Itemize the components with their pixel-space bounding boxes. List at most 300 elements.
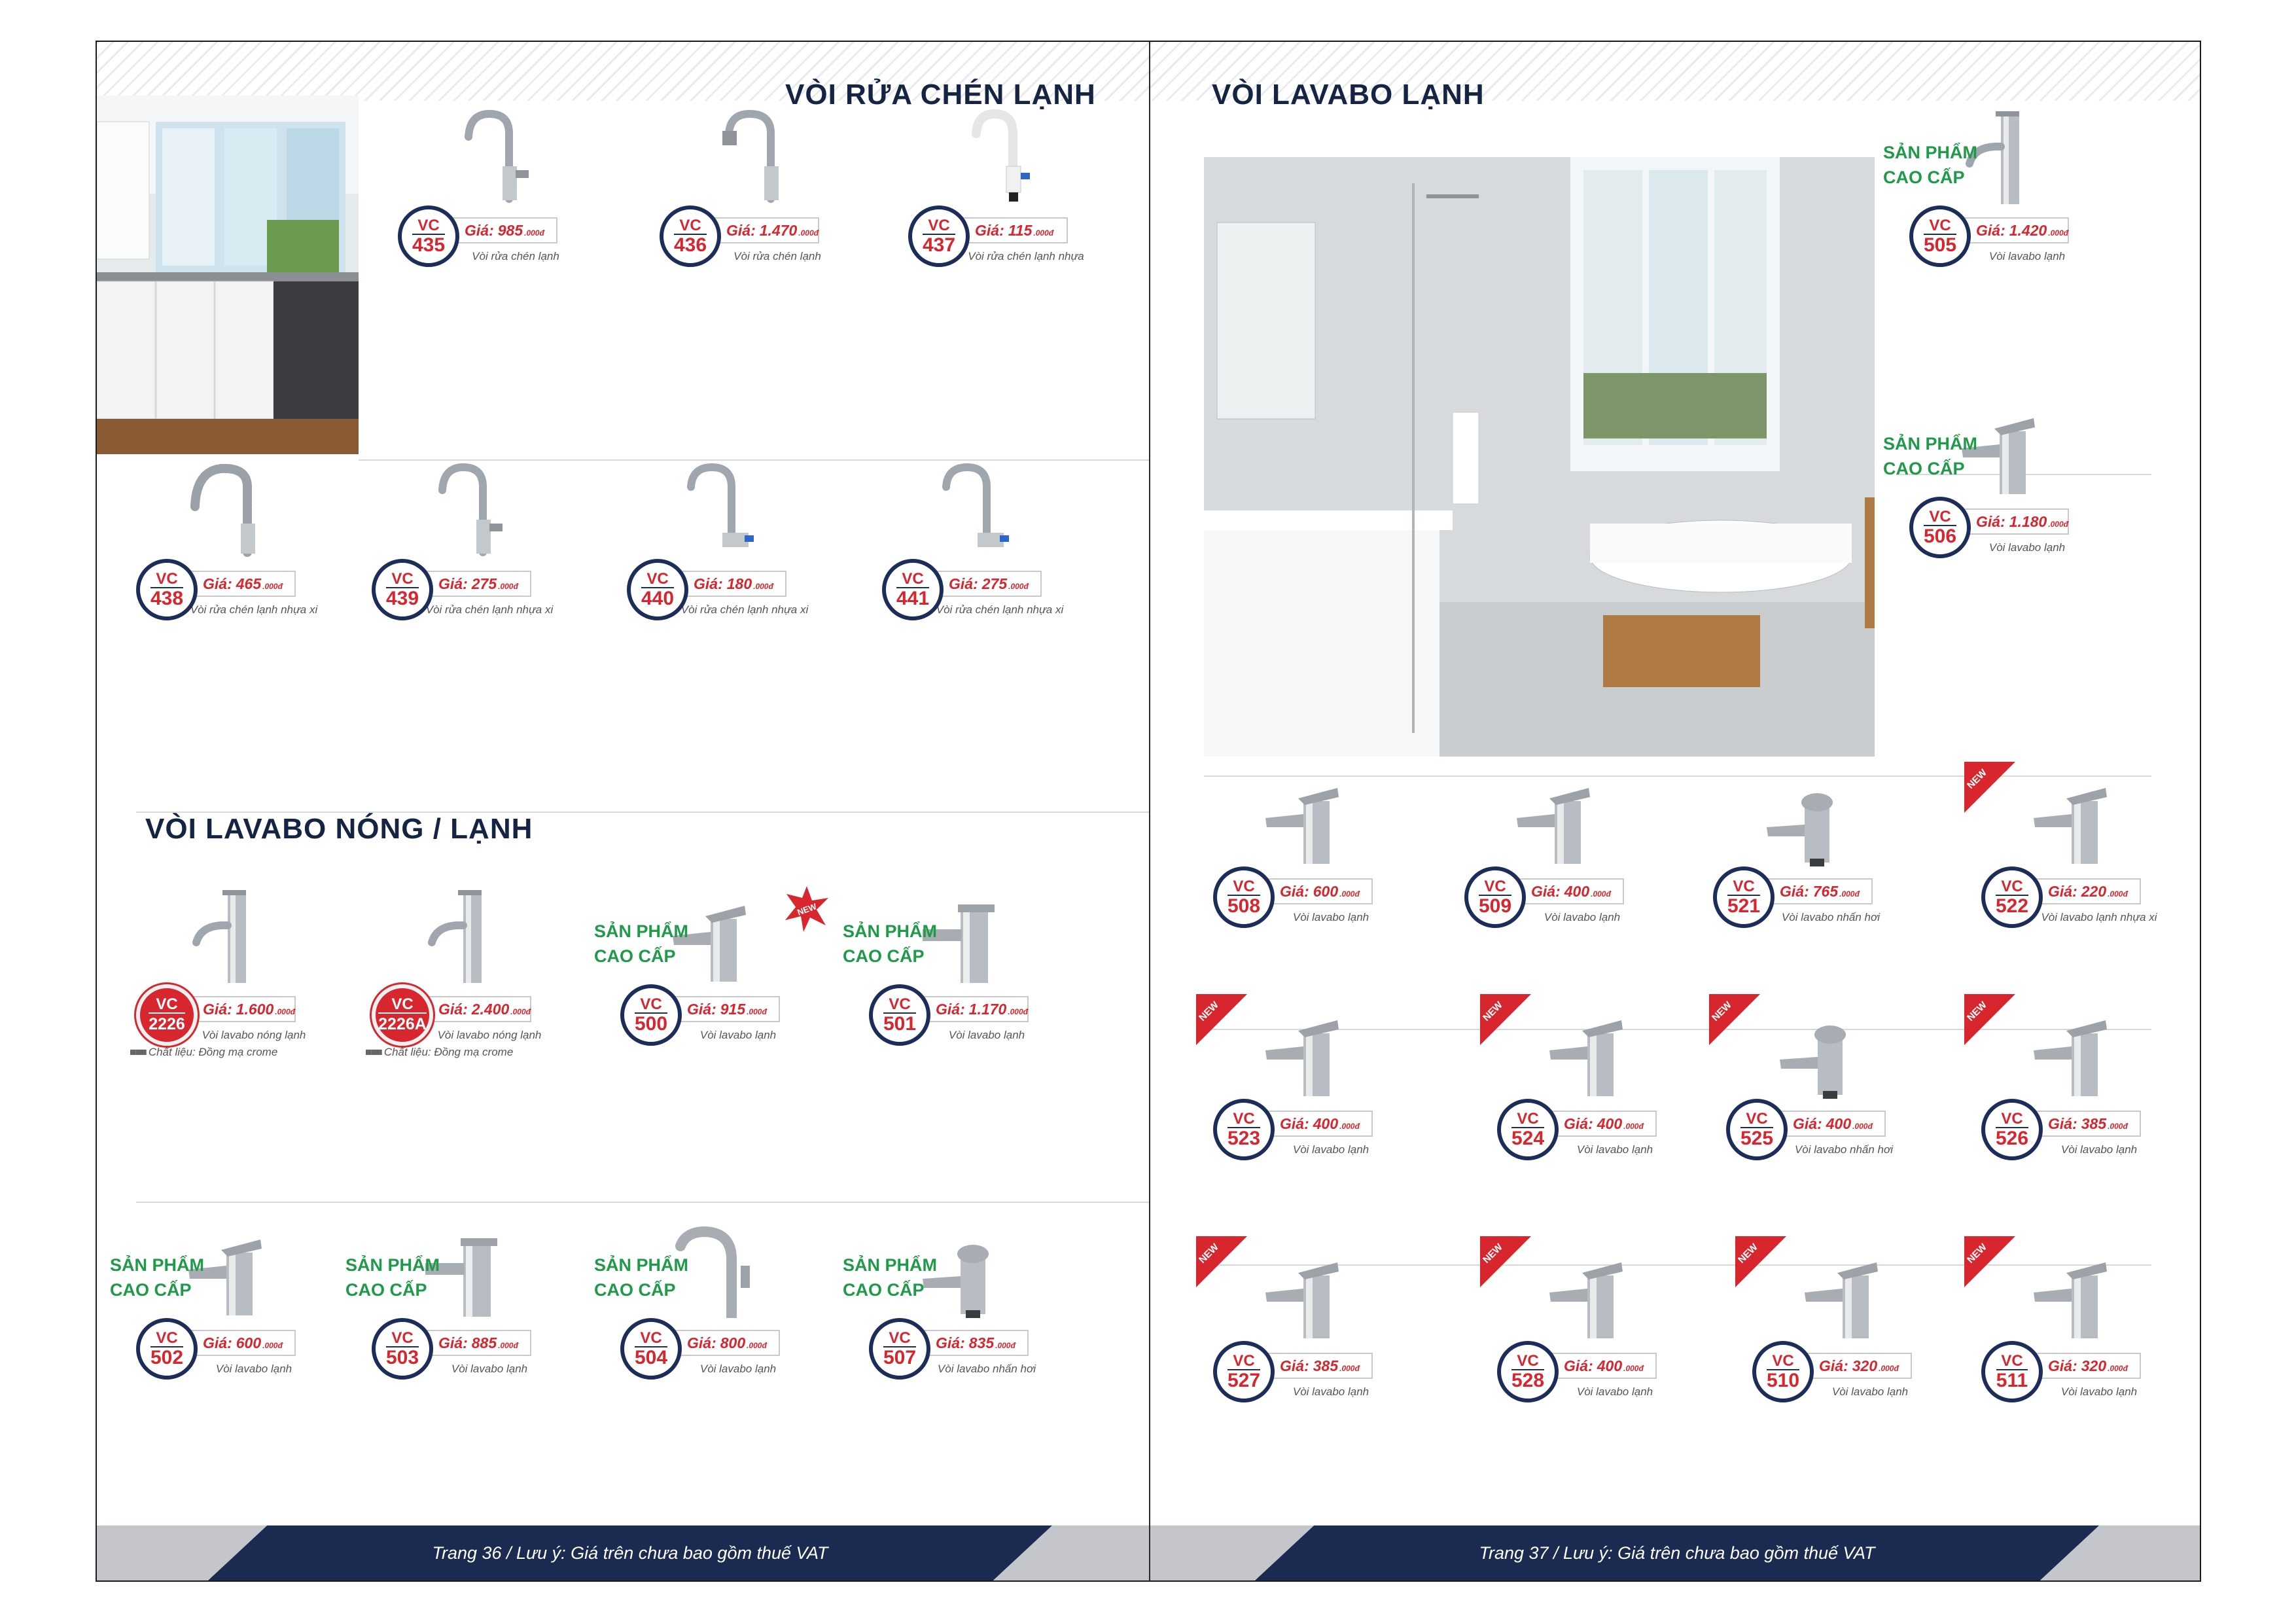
badge-vc: VC (1772, 1351, 1794, 1370)
price-label: Giá: (203, 575, 232, 592)
price-unit: .000đ (1008, 582, 1029, 591)
price-box (932, 571, 1042, 597)
new-corner-badge (1735, 1236, 1786, 1287)
badge-number: 522 (1995, 895, 2029, 917)
price-label: Giá: (936, 1000, 965, 1018)
badge-vc: VC (417, 216, 440, 234)
lever-basin-faucet-icon (1510, 1243, 1667, 1341)
price-label: Giá: (438, 1000, 468, 1018)
premium-line-1: SẢN PHẨM (843, 1255, 938, 1275)
badge-number: 436 (673, 234, 707, 256)
price-box (919, 996, 1029, 1022)
badge-vc: VC (156, 1329, 178, 1347)
product-card-vc522 (1965, 767, 2164, 932)
product-description: Vòi lavabo lạnh (699, 1363, 777, 1375)
price-label: Giá: (687, 1000, 716, 1018)
price-box (670, 996, 780, 1022)
badge-vc: VC (2001, 1351, 2023, 1370)
badge-number: 440 (641, 587, 675, 609)
badge-vc: VC (1517, 1109, 1539, 1128)
product-code-badge (869, 984, 930, 1046)
new-corner-badge (1480, 994, 1531, 1045)
product-code-badge (136, 1318, 198, 1380)
new-corner-badge (1964, 994, 2015, 1045)
price-unit: .000đ (753, 582, 773, 591)
product-code-badge (1981, 1099, 2043, 1160)
new-corner-badge (1964, 1236, 2015, 1287)
product-description: Vòi lavabo lạnh (1576, 1385, 1653, 1398)
badge-number: 438 (150, 587, 184, 609)
badge-vc: VC (2001, 877, 2023, 895)
badge-vc: VC (1484, 877, 1506, 895)
product-description: Vòi rửa chén lạnh (472, 250, 559, 262)
badge-vc: VC (391, 569, 414, 588)
badge-number: 526 (1995, 1127, 2029, 1149)
product-code-badge (1981, 866, 2043, 928)
product-description: Vòi rửa chén lạnh nhựa xi (190, 603, 318, 616)
plastic-kitchen-faucet-icon (921, 107, 1078, 205)
price-label: Giá: (203, 1000, 232, 1018)
product-code-badge (1213, 1341, 1275, 1402)
price-label: Giá: (687, 1334, 716, 1351)
new-text: NEW (1481, 1241, 1505, 1266)
price-value: 275 (981, 575, 1008, 592)
product-description: Vòi lavabo lạnh (215, 1363, 292, 1375)
page-37 (1150, 42, 2201, 1580)
section-title-cold-basin: VÒI LAVABO LẠNH (1212, 79, 1485, 111)
price-value: 985 (497, 221, 523, 239)
price-label: Giá: (1819, 1357, 1848, 1374)
product-description: Vòi lavabo lạnh (451, 1363, 528, 1375)
price-unit: .000đ (1839, 889, 1860, 899)
product-card-vc523 (1197, 999, 1396, 1164)
product-code-badge (620, 1318, 682, 1380)
material-note: ■■■ Chất liệu: Đồng mạ crome (365, 1046, 514, 1058)
price-value: 400 (1597, 1115, 1623, 1132)
product-code-badge (136, 984, 198, 1046)
product-card-vc2226A (359, 886, 555, 1058)
premium-line-1: SẢN PHẨM (110, 1255, 205, 1275)
premium-label (843, 919, 937, 969)
product-card-vc509 (1451, 768, 1648, 932)
product-card-vc504 (594, 1220, 804, 1383)
badge-number: 435 (412, 234, 446, 256)
product-code-badge (1497, 1099, 1559, 1160)
badge-number: 523 (1227, 1127, 1261, 1149)
price-label: Giá: (203, 1334, 232, 1351)
price-unit: .000đ (524, 228, 544, 238)
product-code-badge (1213, 1099, 1275, 1160)
badge-vc: VC (391, 1329, 414, 1347)
price-value: 1.170 (968, 1000, 1007, 1018)
footer-37 (1150, 1525, 2201, 1580)
footer-36 (97, 1525, 1149, 1580)
price-unit: .000đ (2048, 520, 2068, 529)
price-box (186, 1330, 296, 1356)
price-box (958, 217, 1068, 243)
badge-number: 525 (1740, 1127, 1774, 1149)
product-description: Vòi lavabo nhấn hơi (1794, 1143, 1894, 1156)
product-description: Vòi lavabo lạnh (948, 1029, 1025, 1041)
price-value: 800 (720, 1334, 746, 1351)
product-card-vc527 (1197, 1241, 1396, 1406)
catalog-spread (96, 41, 2201, 1582)
price-unit: .000đ (995, 1341, 1016, 1350)
kitchen-photo (97, 96, 359, 454)
product-description: Vòi lavabo nhấn hơi (937, 1363, 1036, 1375)
price-unit: .000đ (510, 1007, 531, 1016)
price-unit: .000đ (2108, 1364, 2128, 1373)
gooseneck-kitchen-faucet-icon (411, 107, 568, 205)
price-label: Giá: (2048, 1115, 2077, 1132)
price-unit: .000đ (1879, 1364, 1899, 1373)
product-code-badge (1909, 205, 1971, 267)
product-description: Vòi lavabo lạnh (1292, 1143, 1369, 1156)
product-card-vc511 (1965, 1241, 2164, 1406)
premium-label (110, 1253, 204, 1302)
pull-out-kitchen-faucet-icon (673, 107, 830, 205)
price-label: Giá: (1564, 1357, 1593, 1374)
price-box (186, 571, 296, 597)
tall-basin-faucet-icon (385, 886, 542, 984)
price-box (1514, 878, 1624, 904)
product-card-vc436 (646, 107, 843, 271)
product-description: Vòi lavabo lạnh (1988, 541, 2066, 554)
bathroom-photo (1204, 157, 1875, 757)
product-code-badge (398, 205, 459, 267)
badge-number: 437 (922, 234, 956, 256)
new-text: NEW (796, 901, 818, 918)
price-unit: .000đ (1033, 228, 1054, 238)
badge-number: 521 (1727, 895, 1761, 917)
lever-basin-faucet-icon (1226, 768, 1383, 866)
price-box (670, 1330, 780, 1356)
new-text: NEW (1710, 999, 1734, 1024)
price-box (1547, 1111, 1657, 1137)
price-unit: .000đ (798, 228, 819, 238)
premium-label (594, 1253, 688, 1302)
price-value: 600 (1313, 882, 1339, 900)
product-code-badge (372, 984, 433, 1046)
lever-basin-faucet-icon (1994, 1243, 2151, 1341)
product-code-badge (869, 1318, 930, 1380)
badge-vc: VC (646, 569, 669, 588)
product-description: Vòi rửa chén lạnh nhựa xi (680, 603, 809, 616)
badge-number: 2226 (149, 1012, 185, 1034)
badge-number: 509 (1478, 895, 1512, 917)
premium-line-1: SẢN PHẨM (1883, 434, 1978, 454)
badge-vc: VC (679, 216, 701, 234)
lever-basin-faucet-icon (1510, 1001, 1667, 1099)
price-value: 400 (1313, 1115, 1339, 1132)
price-unit: .000đ (2108, 1122, 2128, 1131)
price-unit: .000đ (262, 582, 283, 591)
product-description: Vòi lavabo lạnh (1544, 911, 1621, 923)
price-label: Giá: (1564, 1115, 1593, 1132)
badge-number: 500 (634, 1012, 668, 1035)
premium-line-1: SẢN PHẨM (345, 1255, 440, 1275)
price-value: 220 (2081, 882, 2107, 900)
badge-number: 505 (1923, 234, 1957, 256)
price-unit: .000đ (747, 1341, 767, 1350)
price-value: 385 (1313, 1357, 1339, 1374)
product-code-badge (908, 205, 970, 267)
price-value: 1.470 (759, 221, 798, 239)
badge-vc: VC (1929, 507, 1951, 526)
price-unit: .000đ (1339, 889, 1360, 899)
badge-vc: VC (1517, 1351, 1539, 1370)
new-corner-badge (1196, 994, 1247, 1045)
price-label: Giá: (694, 575, 723, 592)
premium-line-2: CAO CẤP (594, 946, 676, 966)
product-code-badge (1752, 1341, 1814, 1402)
premium-line-2: CAO CẤP (594, 1280, 676, 1300)
product-card-vc528 (1481, 1241, 1680, 1406)
premium-label (594, 919, 688, 969)
product-code-badge (1713, 866, 1775, 928)
new-corner-badge (1964, 762, 2015, 813)
price-box (2031, 1353, 2141, 1379)
price-unit: .000đ (1623, 1122, 1644, 1131)
badge-vc: VC (640, 995, 662, 1013)
product-card-vc524 (1481, 999, 1680, 1164)
price-unit: .000đ (1008, 1007, 1028, 1016)
premium-line-2: CAO CẤP (345, 1280, 427, 1300)
new-corner-badge (1480, 1236, 1531, 1287)
price-unit: .000đ (262, 1341, 283, 1350)
section-title-hot-cold: VÒI LAVABO NÓNG / LẠNH (145, 813, 533, 845)
new-star-badge (784, 886, 830, 932)
badge-vc: VC (889, 995, 911, 1013)
product-card-vc439 (359, 461, 555, 624)
product-code-badge (1726, 1099, 1788, 1160)
price-unit: .000đ (1852, 1122, 1873, 1131)
lever-basin-faucet-icon (1226, 1243, 1383, 1341)
price-value: 180 (726, 575, 752, 592)
price-box (1547, 1353, 1657, 1379)
price-value: 400 (1564, 882, 1590, 900)
product-description: Vòi lavabo lạnh (2060, 1385, 2138, 1398)
product-card-vc502 (110, 1220, 319, 1383)
product-code-badge (1981, 1341, 2043, 1402)
product-card-vc510 (1736, 1241, 1935, 1406)
product-card-vc526 (1965, 999, 2164, 1164)
badge-vc: VC (1746, 1109, 1768, 1128)
product-card-vc507 (843, 1220, 1052, 1383)
price-box (1263, 878, 1373, 904)
price-box (1263, 1111, 1373, 1137)
price-value: 835 (968, 1334, 995, 1351)
badge-number: 527 (1227, 1369, 1261, 1391)
product-card-vc503 (345, 1220, 555, 1383)
badge-number: 2226A (378, 1012, 427, 1034)
price-label: Giá: (975, 221, 1004, 239)
premium-line-1: SẢN PHẨM (1883, 143, 1978, 162)
product-card-vc506 (1883, 399, 2093, 562)
price-value: 2.400 (471, 1000, 510, 1018)
price-label: Giá: (2048, 882, 2077, 900)
price-value: 385 (2081, 1115, 2107, 1132)
lever-basin-faucet-icon (1994, 1001, 2151, 1099)
badge-number: 524 (1511, 1127, 1545, 1149)
product-card-vc435 (385, 107, 581, 271)
material-note: ■■■ Chất liệu: Đồng mạ crome (130, 1046, 278, 1058)
premium-line-2: CAO CẤP (843, 946, 925, 966)
badge-vc: VC (889, 1329, 911, 1347)
premium-line-2: CAO CẤP (843, 1280, 925, 1300)
product-code-badge (627, 559, 688, 620)
badge-number: 501 (883, 1012, 917, 1035)
price-box (1959, 508, 2069, 535)
gooseneck-kitchen-faucet-icon (385, 461, 542, 559)
premium-line-2: CAO CẤP (110, 1280, 192, 1300)
price-value: 1.180 (2009, 512, 2047, 530)
price-value: 400 (1826, 1115, 1852, 1132)
product-description: Vòi rửa chén lạnh nhựa (968, 250, 1084, 262)
price-unit: .000đ (1339, 1364, 1360, 1373)
separator (136, 1202, 1149, 1203)
premium-label (345, 1253, 440, 1302)
premium-line-1: SẢN PHẨM (843, 921, 938, 941)
product-description: Vòi lavabo nhấn hơi (1781, 911, 1881, 923)
new-text: NEW (1965, 767, 1989, 791)
product-description: Vòi rửa chén lạnh nhựa xi (425, 603, 554, 616)
badge-vc: VC (156, 569, 178, 588)
new-text: NEW (1197, 999, 1221, 1024)
price-box (448, 217, 557, 243)
page-36 (97, 42, 1149, 1580)
premium-label (843, 1253, 937, 1302)
product-card-vc500 (594, 886, 818, 1050)
badge-vc: VC (1233, 877, 1255, 895)
badge-number: 511 (1996, 1369, 2028, 1391)
price-value: 765 (1812, 882, 1839, 900)
new-text: NEW (1965, 999, 1989, 1024)
badge-vc: VC (2001, 1109, 2023, 1128)
price-value: 275 (471, 575, 497, 592)
lever-basin-faucet-icon (1226, 1001, 1383, 1099)
price-label: Giá: (2048, 1357, 2077, 1374)
product-description: Vòi lavabo lạnh (1292, 911, 1369, 923)
badge-number: 506 (1923, 525, 1957, 547)
price-label: Giá: (1793, 1115, 1822, 1132)
product-description: Vòi lavabo lạnh (1576, 1143, 1653, 1156)
badge-number: 504 (634, 1346, 668, 1368)
price-box (919, 1330, 1029, 1356)
price-box (421, 571, 531, 597)
badge-number: 503 (385, 1346, 419, 1368)
tall-basin-faucet-icon (149, 886, 306, 984)
price-box (2031, 1111, 2141, 1137)
price-value: 465 (236, 575, 262, 592)
push-basin-faucet-icon (1726, 768, 1883, 866)
price-unit: .000đ (2108, 889, 2128, 899)
price-unit: .000đ (1591, 889, 1611, 899)
badge-vc: VC (1929, 216, 1951, 234)
badge-vc: VC (902, 569, 924, 588)
new-text: NEW (1965, 1241, 1989, 1266)
product-code-badge (882, 559, 944, 620)
badge-vc: VC (1733, 877, 1755, 895)
price-box (1263, 1353, 1373, 1379)
price-unit: .000đ (1623, 1364, 1644, 1373)
badge-number: 510 (1766, 1369, 1800, 1391)
product-description: Vòi rửa chén lạnh nhựa xi (936, 603, 1064, 616)
product-card-vc525 (1710, 999, 1909, 1164)
price-unit: .000đ (498, 582, 518, 591)
product-card-vc501 (843, 886, 1052, 1050)
section-title-kitchen: VÒI RỬA CHÉN LẠNH (785, 79, 1096, 111)
price-box (709, 217, 819, 243)
premium-line-1: SẢN PHẨM (594, 921, 689, 941)
product-card-vc437 (895, 107, 1091, 271)
price-unit: .000đ (2048, 228, 2068, 238)
premium-line-1: SẢN PHẨM (594, 1255, 689, 1275)
new-corner-badge (1709, 994, 1760, 1045)
badge-number: 439 (385, 587, 419, 609)
product-description: Vòi lavabo nóng lạnh (437, 1029, 542, 1041)
premium-label (1883, 140, 1977, 190)
price-label: Giá: (438, 1334, 468, 1351)
price-value: 320 (1852, 1357, 1878, 1374)
new-text: NEW (1736, 1241, 1760, 1266)
badge-vc: VC (1233, 1351, 1255, 1370)
product-description: Vòi lavabo nóng lạnh (202, 1029, 306, 1041)
price-box (421, 996, 531, 1022)
price-label: Giá: (1976, 512, 2005, 530)
price-box (1763, 878, 1873, 904)
footer-text: Trang 37 / Lưu ý: Giá trên chưa bao gồm thuế VAT (1479, 1543, 1875, 1563)
product-description: Vòi lavabo lạnh nhựa xi (2041, 911, 2157, 923)
price-box (421, 1330, 531, 1356)
price-box (186, 996, 296, 1022)
price-label: Giá: (438, 575, 468, 592)
product-card-vc505 (1883, 107, 2093, 271)
product-code-badge (1497, 1341, 1559, 1402)
premium-label (1883, 431, 1977, 481)
price-box (1776, 1111, 1886, 1137)
badge-vc: VC (391, 995, 414, 1013)
price-value: 1.420 (2009, 221, 2047, 239)
price-label: Giá: (1280, 882, 1309, 900)
badge-vc: VC (928, 216, 950, 234)
badge-vc: VC (1233, 1109, 1255, 1128)
product-description: Vòi lavabo lạnh (699, 1029, 777, 1041)
badge-number: 528 (1511, 1369, 1545, 1391)
price-value: 885 (471, 1334, 497, 1351)
product-description: Vòi lavabo lạnh (1831, 1385, 1909, 1398)
badge-number: 507 (883, 1346, 917, 1368)
price-value: 600 (236, 1334, 262, 1351)
price-label: Giá: (1976, 221, 2005, 239)
price-label: Giá: (949, 575, 978, 592)
product-code-badge (1909, 497, 1971, 558)
price-label: Giá: (726, 221, 756, 239)
lever-basin-faucet-icon (1765, 1243, 1922, 1341)
badge-number: 502 (150, 1346, 184, 1368)
product-card-vc521 (1700, 768, 1896, 932)
price-value: 400 (1597, 1357, 1623, 1374)
product-card-vc508 (1200, 768, 1396, 932)
price-value: 320 (2081, 1357, 2107, 1374)
wall-kitchen-faucet-icon (895, 461, 1052, 559)
product-code-badge (1464, 866, 1526, 928)
price-label: Giá: (465, 221, 494, 239)
price-value: 115 (1008, 221, 1033, 239)
product-card-vc2226 (123, 886, 319, 1058)
premium-line-2: CAO CẤP (1883, 459, 1965, 478)
product-code-badge (372, 559, 433, 620)
